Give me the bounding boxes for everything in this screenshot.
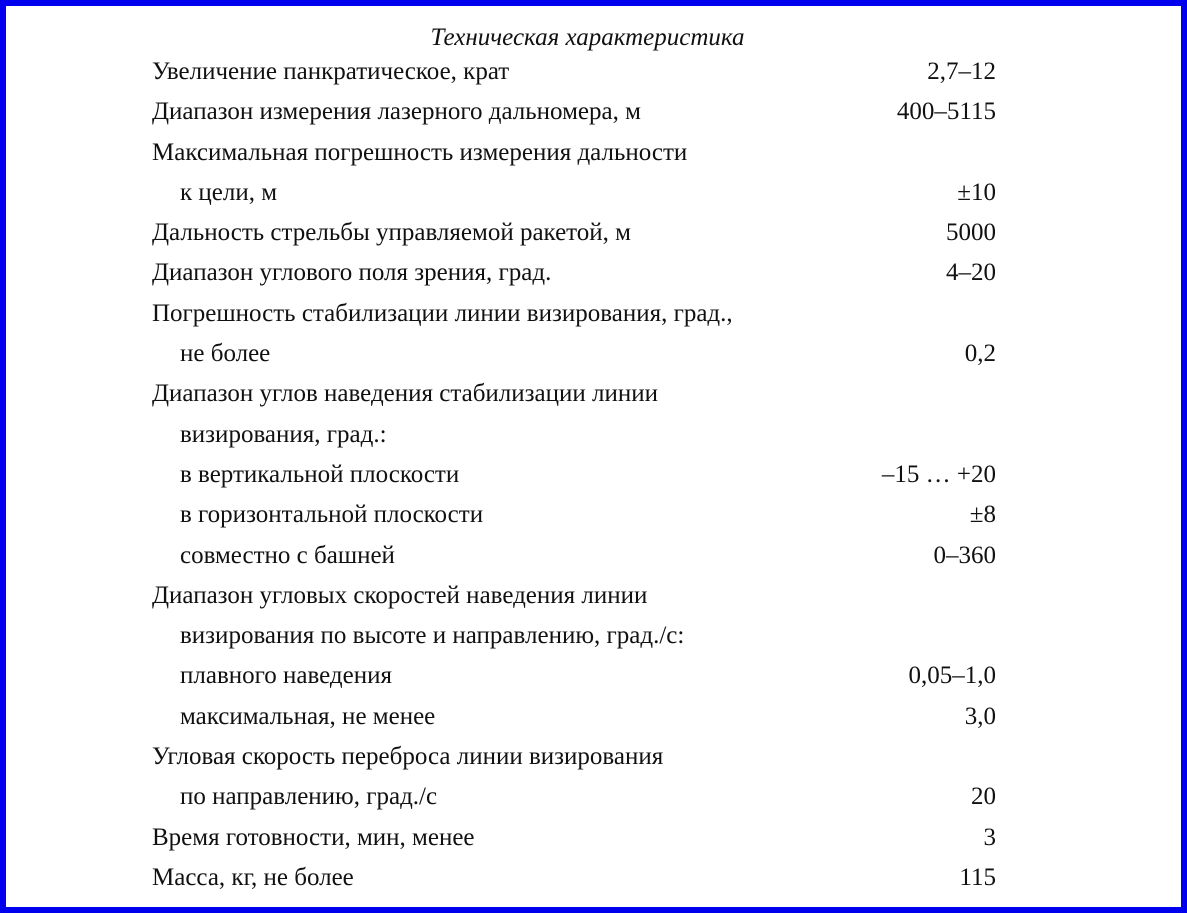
spec-row [152,582,996,622]
spec-value: 2,7–12 [927,58,996,85]
spec-value: 5000 [946,219,996,247]
spec-value: 0,2 [964,340,996,368]
spec-label: Диапазон угловых скоростей наведения линии [152,581,648,609]
spec-label: не более [180,340,271,368]
spec-label: Увеличение панкратическое, крат [152,58,510,85]
spec-row [152,542,996,582]
spec-label: максимальная, не менее [180,702,436,730]
spec-value: 0–360 [933,541,996,569]
spec-value: 0,05–1,0 [908,662,996,690]
spec-value: 400–5115 [896,98,996,126]
spec-label: Масса, кг, не более [152,863,354,891]
spec-title: Техническая характеристика [430,24,745,51]
spec-row [152,179,996,219]
spec-row [152,622,996,662]
spec-row [152,703,996,743]
spec-row [152,380,996,420]
spec-row [152,864,996,904]
spec-label: в вертикальной плоскости [180,460,460,488]
spec-label: Время готовности, мин, менее [152,823,475,851]
spec-row [152,259,996,299]
spec-row [152,421,996,461]
spec-label: Диапазон углового поля зрения, град. [152,259,552,287]
spec-row [152,139,996,179]
spec-label: в горизонтальной плоскости [180,501,484,529]
spec-value: 115 [959,863,996,891]
spec-label: визирования, град.: [180,420,387,448]
spec-row [152,300,996,340]
spec-table [152,58,996,904]
spec-row [152,58,996,98]
spec-row [152,783,996,823]
spec-row [152,662,996,702]
spec-label: Диапазон углов наведения стабилизации линии [152,380,658,408]
spec-label: Дальность стрельбы управляемой ракетой, м [152,219,631,247]
spec-label: Максимальная погрешность измерения дальности [152,138,688,166]
spec-value: 3,0 [964,702,996,730]
spec-label: визирования по высоте и направлению, град./с: [180,622,685,650]
spec-row [152,219,996,259]
spec-value: ±8 [969,501,996,529]
spec-label: по направлению, град./с [180,783,438,811]
spec-row [152,340,996,380]
spec-value: ±10 [957,178,996,206]
spec-value: 20 [971,783,996,811]
spec-row [152,98,996,138]
spec-row [152,743,996,783]
spec-label: плавного наведения [180,662,392,690]
spec-row [152,824,996,864]
spec-label: Диапазон измерения лазерного дальномера, м [152,98,641,126]
spec-row [152,461,996,501]
spec-label: Угловая скорость переброса линии визирования [152,743,664,771]
spec-value: –15 … +20 [881,460,996,488]
spec-label: Погрешность стабилизации линии визирования, град., [152,299,733,327]
spec-label: к цели, м [180,178,278,206]
spec-label: совместно с башней [180,541,395,569]
spec-value: 3 [983,823,996,851]
spec-row [152,501,996,541]
spec-value: 4–20 [946,259,996,287]
